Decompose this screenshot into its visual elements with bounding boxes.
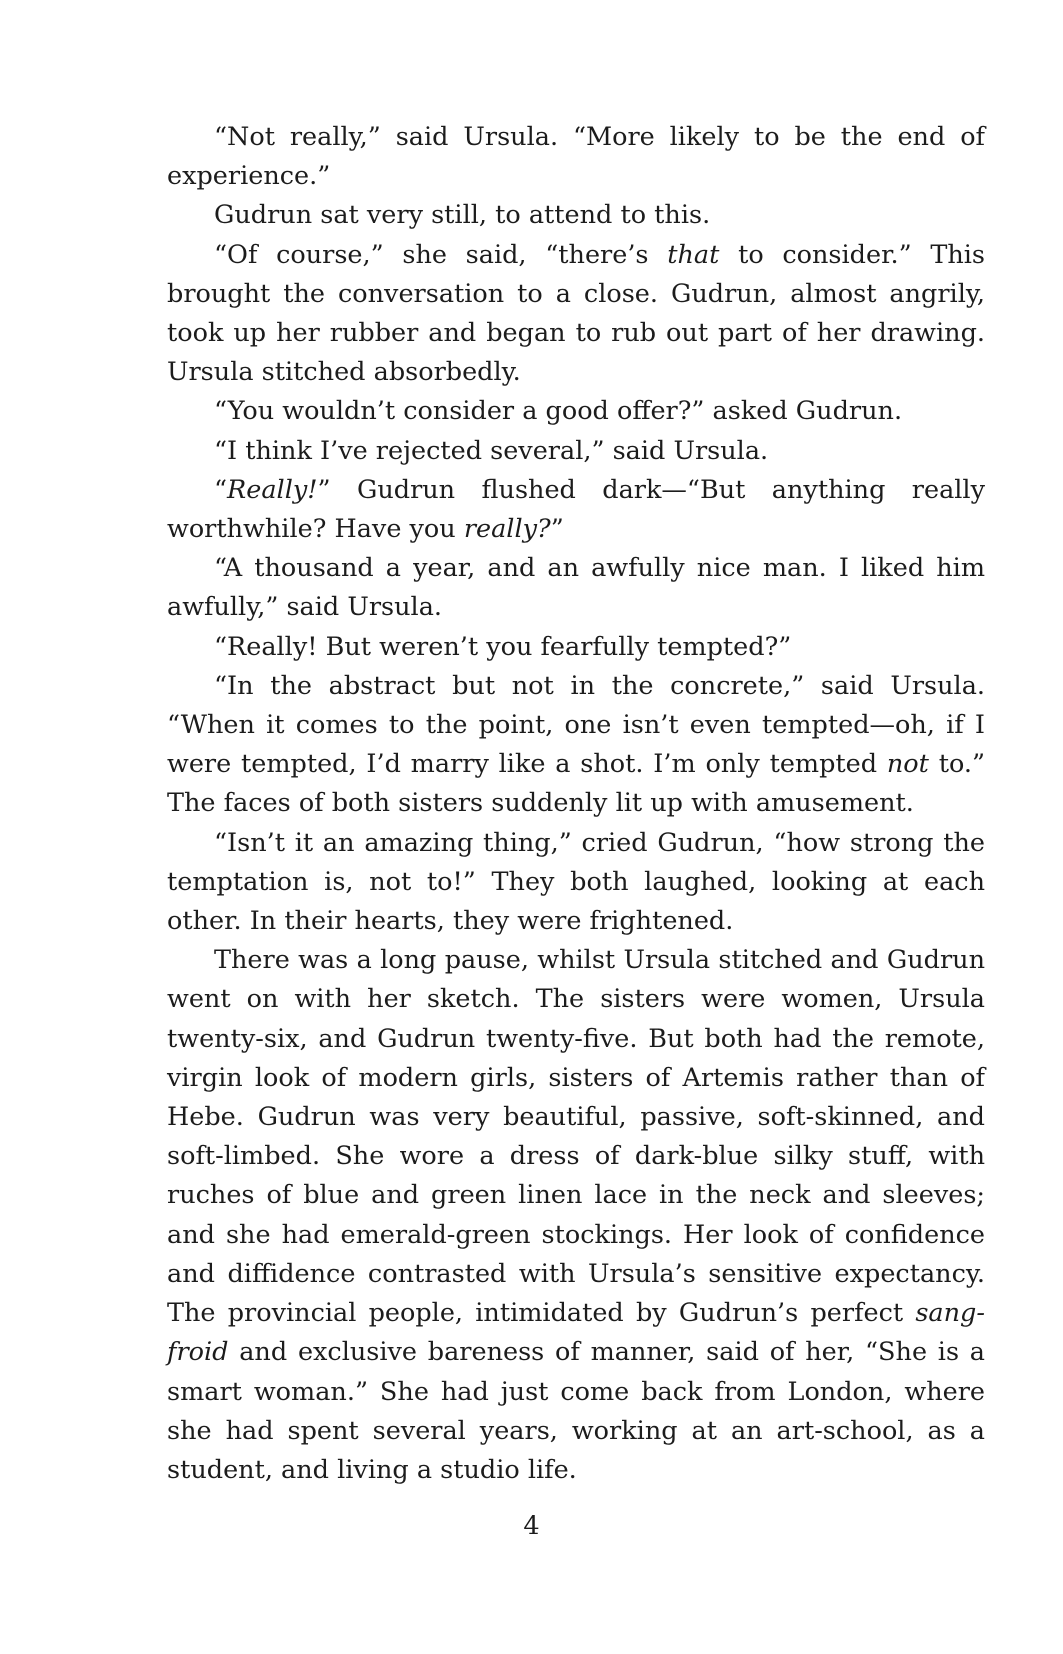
page-body bbox=[167, 118, 985, 1490]
emphasis: that bbox=[667, 239, 720, 270]
paragraph: “I think I’ve rejected several,” said Ursula. bbox=[214, 435, 769, 466]
page-number: 4 bbox=[523, 1511, 540, 1541]
paragraph: “A thousand a year, and an awfully nice man. I liked him awfully,” said Ursula. bbox=[167, 553, 985, 623]
paragraph: “In the abstract but not in the concrete,” said Ursula. “When it comes to the point, one isn’t even tempted—oh, if I were tempted, I’d marry like a shot. I’m only tempted not to.” The faces of both sisters suddenly lit up with amusement. bbox=[167, 670, 985, 819]
emphasis: Really! bbox=[227, 474, 318, 505]
paragraph: “You wouldn’t consider a good offer?” asked Gudrun. bbox=[214, 396, 903, 427]
paragraph: “Of course,” she said, “there’s that to consider.” This brought the conversation to a close. Gudrun, almost angrily, took up her rubber and began to rub out part of her drawing. Ursula stitched absorbedly. bbox=[167, 239, 985, 388]
paragraph: “Really! But weren’t you fearfully tempted?” bbox=[214, 631, 792, 662]
paragraph: “Not really,” said Ursula. “More likely to be the end of experience.” bbox=[167, 122, 985, 192]
emphasis: not bbox=[886, 749, 929, 780]
paragraph: “Isn’t it an amazing thing,” cried Gudrun, “how strong the temptation is, not to!” They both laughed, looking at each other. In their hearts, they were frightened. bbox=[167, 827, 985, 937]
emphasis: really? bbox=[463, 514, 551, 545]
emphasis: sang-froid bbox=[167, 1298, 985, 1368]
paragraph: “Really!” Gudrun flushed dark—“But anything really worthwhile? Have you really?” bbox=[167, 474, 985, 545]
paragraph: There was a long pause, whilst Ursula stitched and Gudrun went on with her sketch. The sisters were women, Ursula twenty-six, and Gudrun twenty-five. But both had the remote, virgin look of modern girls, sisters of Artemis rather than of Hebe. Gudrun was very beautiful, passive, soft-skinned, and soft-limbed. She wore a dress of dark-blue silky stuff, with ruches of blue and green linen lace in the neck and sleeves; and she had emerald-green stockings. Her look of confidence and diffidence contrasted with Ursula’s sensitive expectancy. The provincial people, intimidated by Gudrun’s perfect sang-froid and exclusive bareness of manner, said of her, “She is a smart woman.” She had just come back from London, where she had spent several years, working at an art-school, as a student, and living a studio life. bbox=[167, 945, 985, 1485]
paragraph: Gudrun sat very still, to attend to this. bbox=[214, 200, 711, 231]
